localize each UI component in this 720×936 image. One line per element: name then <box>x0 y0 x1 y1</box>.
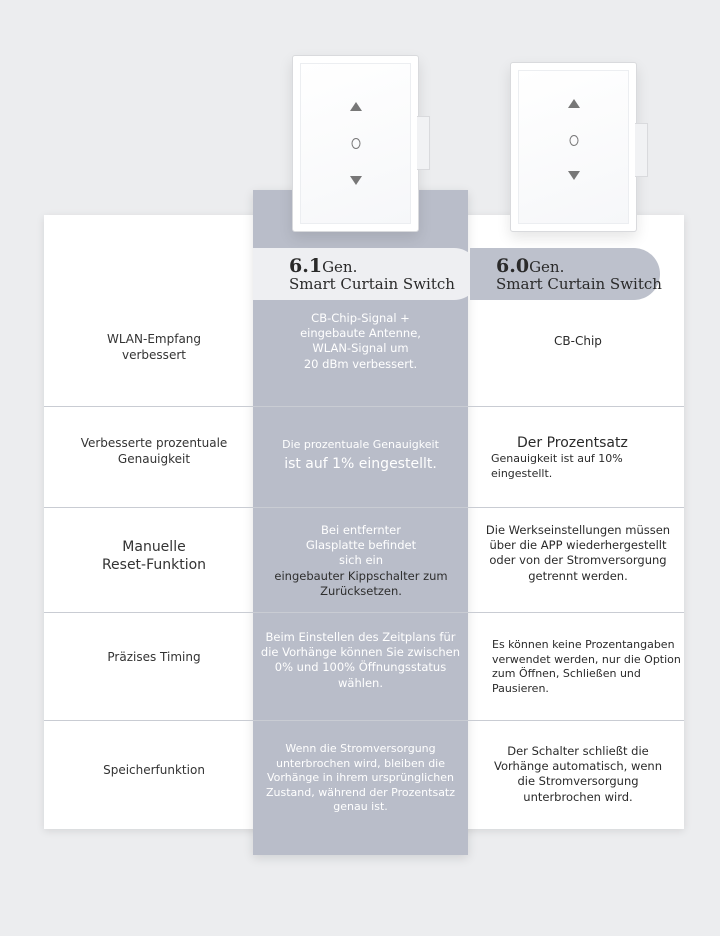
new-generation-value: CB-Chip-Signal + eingebaute Antenne, WLAN-Signal um 20 dBm verbessert. <box>300 311 421 371</box>
new-generation-value: Beim Einstellen des Zeitplans für die Vorhänge können Sie zwischen 0% und 100% Öffnungsstatus wählen. <box>260 630 461 690</box>
new-generation-value: Die prozentuale Genauigkeit ist auf 1% eingestellt. <box>282 438 439 472</box>
switch-image-old <box>510 62 637 232</box>
switch-side <box>417 116 430 170</box>
up-arrow-icon <box>568 99 580 108</box>
old-generation-value: CB-Chip <box>554 334 602 348</box>
old-generation-value: Die Werkseinstellungen müssen über die APP wiederhergestellt oder von der Stromversorgung getrennt werden. <box>485 523 671 583</box>
product-name: Smart Curtain Switch <box>289 275 455 293</box>
switch-side <box>635 123 648 177</box>
generation-label: 6.0Gen. <box>496 255 565 277</box>
down-arrow-icon <box>350 176 362 185</box>
header-new-generation <box>253 248 480 300</box>
down-arrow-icon <box>568 171 580 180</box>
generation-label: 6.1Gen. <box>289 255 358 277</box>
row-divider <box>44 612 684 613</box>
feature-label: WLAN-Empfang verbessert <box>106 332 202 362</box>
feature-label: Manuelle Reset-Funktion <box>101 539 207 574</box>
row-divider <box>44 720 684 721</box>
product-name: Smart Curtain Switch <box>496 275 662 293</box>
row-divider <box>44 406 684 407</box>
old-generation-value: Der Schalter schließt die Vorhänge automatisch, wenn die Stromversorgung unterbrochen wird. <box>494 744 662 804</box>
up-arrow-icon <box>350 102 362 111</box>
row-divider <box>44 507 684 508</box>
switch-image-new <box>292 55 419 232</box>
feature-label: Verbesserte prozentuale Genauigkeit <box>80 436 228 466</box>
new-generation-value: Wenn die Stromversorgung unterbrochen wird, bleiben die Vorhänge in ihrem ursprünglichen Zustand, während der Prozentsatz genau ist. <box>265 742 456 814</box>
old-generation-value: Es können keine Prozentangaben verwendet werden, nur die Option zum Öffnen, Schließen und Pausieren. <box>492 638 681 695</box>
pause-circle-icon <box>351 138 360 149</box>
pause-circle-icon <box>569 135 578 146</box>
new-generation-value: Bei entfernter Glasplatte befindet sich ein eingebauter Kippschalter zum Zurücksetzen. <box>274 523 448 598</box>
feature-label: Speicherfunktion <box>103 763 205 777</box>
old-generation-value: Der Prozentsatz Genauigkeit ist auf 10% eingestellt. <box>491 435 628 480</box>
switch-glass-panel <box>518 70 629 224</box>
feature-label: Präzises Timing <box>107 650 201 664</box>
header-old-generation <box>470 248 660 300</box>
